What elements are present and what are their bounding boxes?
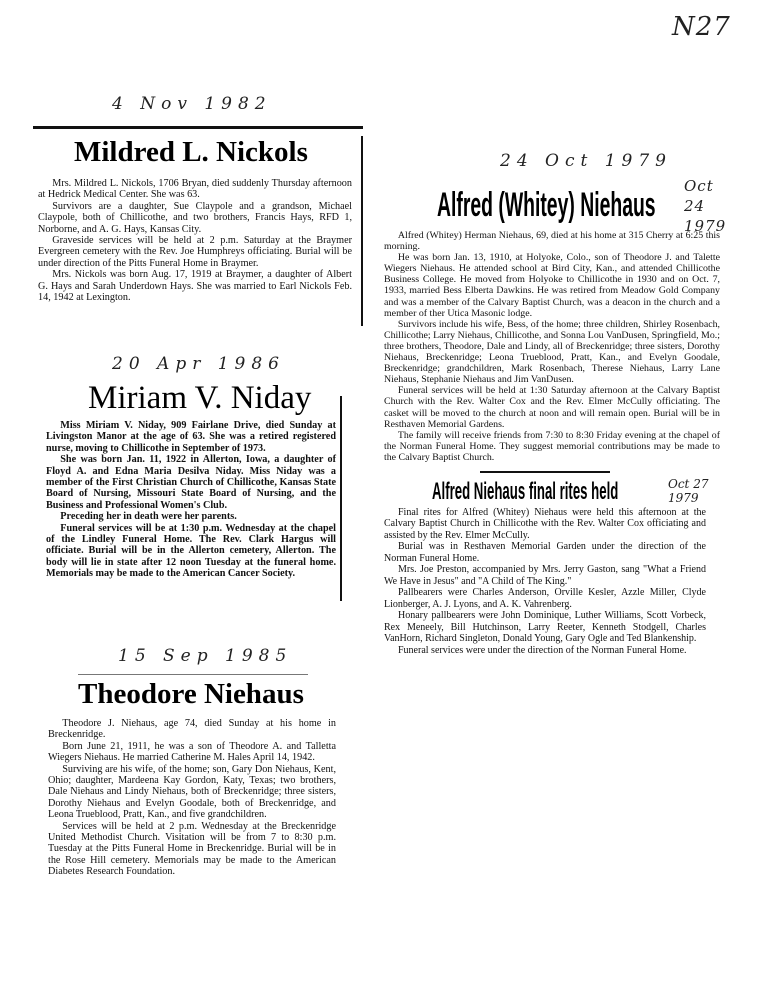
paragraph: The family will receive friends from 7:30 to 8:30 Friday evening at the chapel of the Norman Funeral Home. They suggest memorial contributions may be made to the Calvary Baptist Church.: [384, 429, 720, 463]
divider: [480, 471, 610, 473]
obituary-title: Alfred Niehaus final rites held: [432, 477, 619, 505]
paragraph: She was born Jan. 11, 1922 in Allerton, Iowa, a daughter of Floyd A. and Edna Maria Desilva Niday. Miss Niday was a member of the First Christian Church of Chillicothe, Kansas State Board of Nursing, Missouri State Board of Nursing, and the Business and Professional Women's Club.: [46, 454, 336, 511]
obituary-title: Theodore Niehaus: [78, 678, 304, 710]
obituary-title: Alfred (Whitey) Niehaus: [437, 186, 656, 224]
paragraph: Surviving are his wife, of the home; son, Gary Don Niehaus, Kent, Ohio; daughter, Mardeena Kay Gordon, Katy, Texas; two brothers, Dale Niehaus and Lindy Niehaus, both of Breckenridge; three sisters, Dorothy Niehaus and Evelyn Goodale, both of Breckenridge, and Leona Trueblood, Pratt, Kan., and five grandchildren.: [48, 763, 336, 821]
obituary-body: [38, 178, 352, 303]
divider: [78, 674, 308, 675]
obituary-body: [48, 718, 336, 878]
paragraph: Honary pallbearers were John Dominique, Luther Williams, Scott Vorbeck, Rex Meneely, Bill Hutchinson, Larry Reeter, Kenneth Stodgell, Charles VanHorn, Richard Singleton, Donald Young, Gary Ogle and Ted Blankenship.: [384, 610, 706, 645]
paragraph: Funeral services will be held at 1:30 Saturday afternoon at the Calvary Baptist Church with the Rev. Walter Cox and the Rev. Elmer McCully officiating. The casket will be moved to the church at noon and will remain open. Burial will be in Resthaven Memorial Gardens.: [384, 385, 720, 430]
rites-header: [384, 476, 709, 507]
paragraph: Mrs. Mildred L. Nickols, 1706 Bryan, died suddenly Thursday afternoon at Hedrick Medical Center. She was 63.: [38, 178, 352, 201]
handwritten-margin-note: Oct 24 1979: [684, 177, 727, 235]
obituary-title: Miriam V. Niday: [88, 380, 312, 416]
paragraph: Survivors include his wife, Bess, of the home; three children, Shirley Rosenbach, Chillicothe; Larry Niehaus, Chillicothe, and Sonna Lou VanDusen, Springfield, Mo.; three brothers, Theodore, Dale and Lindy, all of Breckenridge; three sisters, Dorothy Niehaus, Breckenridge; Leona Trueblood, Pratt, Kan., and Evelyn Goodale, Breckenridge; grandchildren, Mark Rosenbach, Therese Niehaus, Larry Lane Niehaus, Stephanie Niehaus and Jim VanDusen.: [384, 318, 720, 386]
obituary-header: [384, 176, 727, 235]
page-mark: N27: [672, 12, 731, 42]
column-rule: [340, 396, 342, 601]
handwritten-date: 24 Oct 1979: [500, 151, 672, 171]
column-rule: [361, 136, 363, 326]
paragraph: Mrs. Nickols was born Aug. 17, 1919 at Braymer, a daughter of Albert G. Hays and Sarah Underdown Hays. She was married to Earl Nickols Feb. 14, 1942 at Lexington.: [38, 269, 352, 304]
handwritten-date: 4 Nov 1982: [112, 94, 272, 114]
obituary-title: Mildred L. Nickols: [74, 136, 308, 168]
paragraph: Burial was in Resthaven Memorial Garden under the direction of the Norman Funeral Home.: [384, 541, 706, 564]
paragraph: Alfred (Whitey) Herman Niehaus, 69, died at his home at 315 Cherry at 6:25 this morning.: [384, 230, 720, 253]
paragraph: Born June 21, 1911, he was a son of Theodore A. and Talletta Wiegers Niehaus. He married Catherine M. Hales April 14, 1942.: [48, 740, 336, 764]
divider: [33, 126, 363, 129]
obituary-body: [46, 420, 336, 580]
paragraph: Miss Miriam V. Niday, 909 Fairlane Drive, died Sunday at Livingston Manor at the age of 63. She was a retired registered nurse, moving to Chillicothe in September of 1973.: [46, 420, 336, 454]
paragraph: Survivors are a daughter, Sue Claypole and a grandson, Michael Claypole, both of Chillicothe, and two brothers, Francis Hays, RFD 1, Norborne, and A. G. Hays, Kansas City.: [38, 200, 352, 235]
paragraph: Funeral services were under the direction of the Norman Funeral Home.: [398, 644, 687, 656]
handwritten-margin-note: Oct 27 1979: [668, 476, 709, 505]
paragraph: Theodore J. Niehaus, age 74, died Sunday at his home in Breckenridge.: [48, 718, 336, 741]
paragraph: Graveside services will be held at 2 p.m. Saturday at the Braymer Evergreen cemetery with the Rev. Joe Humphreys officiating. Burial will be under direction of the Pitts Funeral Home in Braymer.: [38, 235, 352, 269]
paragraph: Preceding her in death were her parents.: [60, 511, 237, 523]
paragraph: Mrs. Joe Preston, accompanied by Mrs. Jerry Gaston, sang "What a Friend We Have in Jesus" and "A Child of The King.": [384, 564, 706, 587]
right-column: [384, 150, 727, 656]
obituary-body: [384, 507, 706, 657]
paragraph: Services will be held at 2 p.m. Wednesday at the Breckenridge United Methodist Church. Visitation will be from 7 to 8:30 p.m. Tuesday at the Pitts Funeral Home in Breckenridge. Burial will be in the Rose Hill cemetery. Memorials may be made to the American Diabetes Research Foundation.: [48, 820, 336, 878]
paragraph: Final rites for Alfred (Whitey) Niehaus were held this afternoon at the Calvary Baptist Church in Chillicothe with the Rev. Walter Cox officiating and assisted by the Rev. Elmer McCully.: [384, 506, 706, 541]
handwritten-date: 20 Apr 1986: [112, 354, 285, 374]
paragraph: He was born Jan. 13, 1910, at Holyoke, Colo., son of Theodore J. and Talette Wiegers Niehaus. He attended school at Bird City, Kan., and attended Chillicothe Business College. He moved from Holyoke to Chillicothe in 1930 and on Oct. 7, 1933, married Bess Elberta Dawkins. He was retired from Meadow Gold Company and was a member of the Calvary Baptist Church, was a deacon in the church and a member of ther Utica Masonic lodge.: [384, 252, 720, 319]
obituary-body: [384, 230, 720, 463]
handwritten-date: 15 Sep 1985: [118, 646, 293, 666]
paragraph: Funeral services will be at 1:30 p.m. Wednesday at the chapel of the Lindley Funeral Home. The Rev. Clark Hargus will officiate. Burial will be in the Allerton cemetery, Allerton. The body will lie in state after 12 noon Tuesday at the funeral home. Memorials may be made to the American Cancer Society.: [46, 522, 336, 580]
paragraph: Pallbearers were Charles Anderson, Orville Kesler, Azzle Miller, Clyde Lionberger, A. J. Lyons, and A. K. Vahrenberg.: [384, 587, 706, 610]
